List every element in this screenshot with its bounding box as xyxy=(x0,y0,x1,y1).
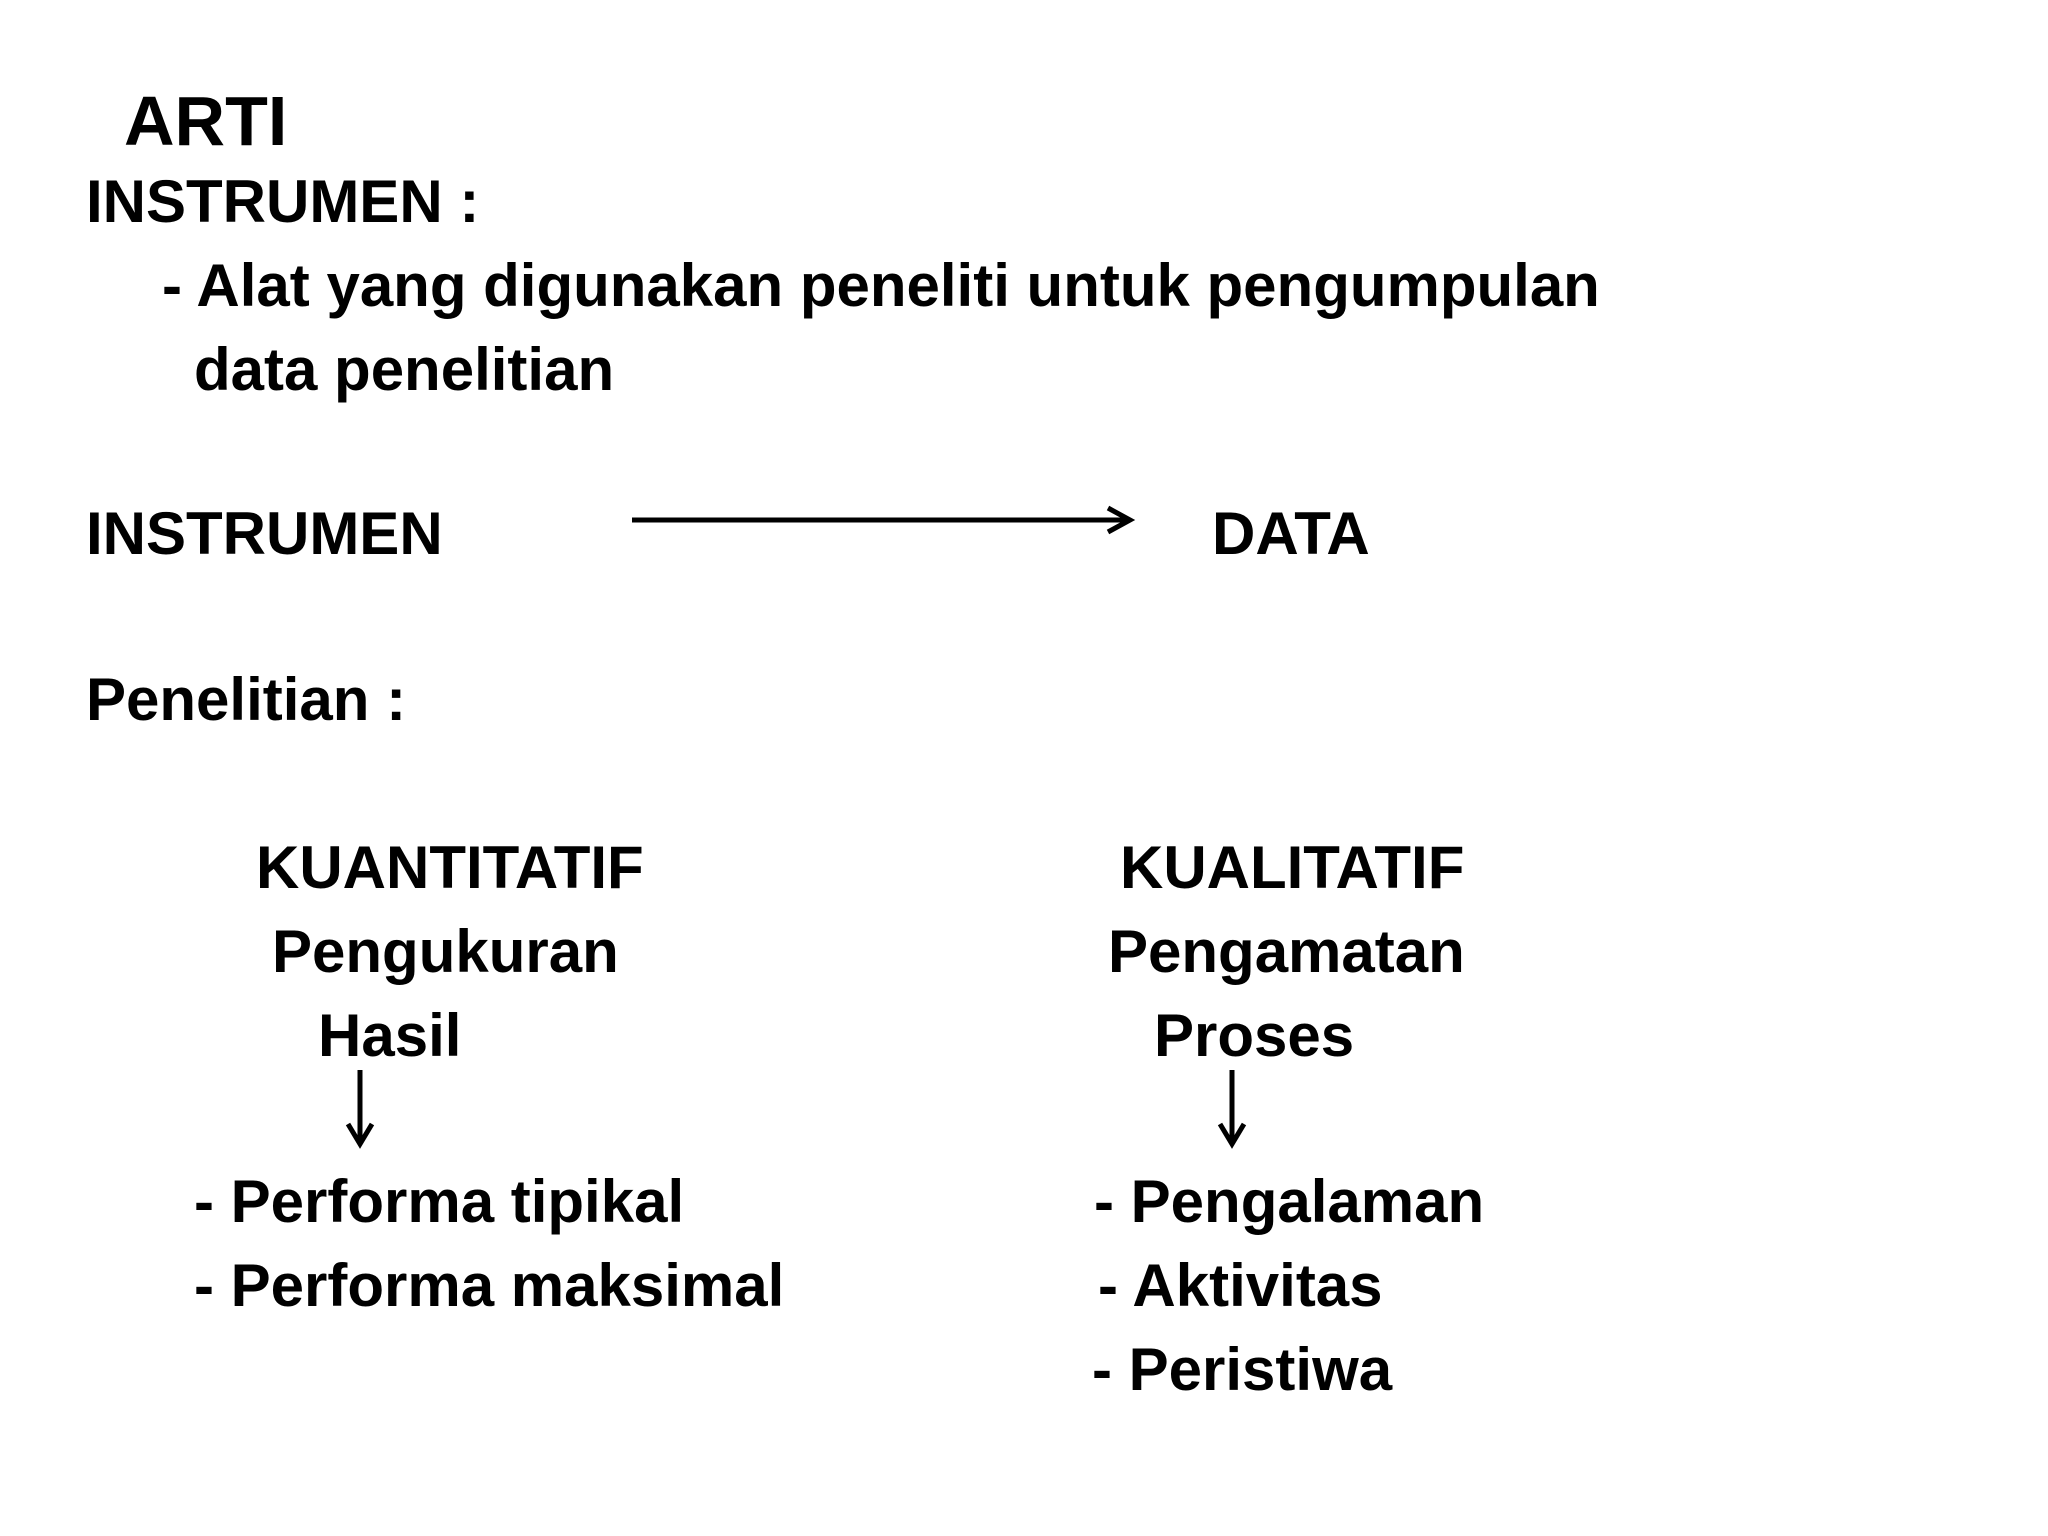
definition-heading: INSTRUMEN : xyxy=(86,168,480,235)
quantitative-method: Pengukuran xyxy=(272,918,619,985)
research-heading: Penelitian : xyxy=(86,666,407,733)
slide-title: ARTI xyxy=(124,82,288,160)
qualitative-down-arrow xyxy=(1212,1068,1252,1148)
quantitative-item-1: - Performa tipikal xyxy=(194,1168,685,1235)
quantitative-item-2: - Performa maksimal xyxy=(194,1252,785,1319)
flow-source-label: INSTRUMEN xyxy=(86,500,443,567)
definition-line-2: data penelitian xyxy=(194,336,615,403)
flow-arrow xyxy=(630,500,1140,540)
qualitative-label: KUALITATIF xyxy=(1120,834,1465,901)
flow-target-label: DATA xyxy=(1212,500,1370,567)
qualitative-method: Pengamatan xyxy=(1108,918,1465,985)
qualitative-item-1: - Pengalaman xyxy=(1094,1168,1485,1235)
qualitative-focus: Proses xyxy=(1154,1002,1355,1069)
qualitative-item-3: - Peristiwa xyxy=(1092,1336,1393,1403)
quantitative-focus: Hasil xyxy=(318,1002,462,1069)
quantitative-down-arrow xyxy=(340,1068,380,1148)
qualitative-item-2: - Aktivitas xyxy=(1098,1252,1383,1319)
quantitative-label: KUANTITATIF xyxy=(256,834,644,901)
definition-line-1: - Alat yang digunakan peneliti untuk pengumpulan xyxy=(162,252,1600,319)
